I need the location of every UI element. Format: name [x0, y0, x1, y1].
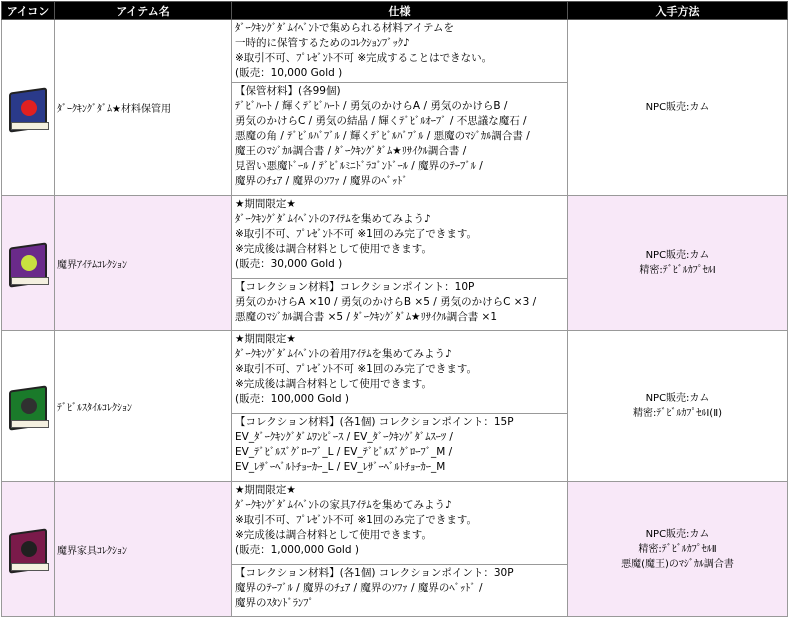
spec-line: 悪魔のﾏｼﾞｶﾙ調合書 ×5 / ﾀﾞｰｸｷﾝｸﾞﾀﾞﾑ★ﾘｻｲｸﾙ調合書 ×1 — [235, 311, 498, 323]
acquire-line: 精密:ﾃﾞﾋﾞﾙｶﾌﾟｾﾙⅡ — [638, 543, 717, 555]
spec-line: EV_ﾃﾞﾋﾞﾙｽﾞｸﾞﾛｰﾌﾞ_L / EV_ﾃﾞﾋﾞﾙｽﾞｸﾞﾛｰﾌﾞ_M / — [235, 446, 453, 458]
spec-line: ﾃﾞﾋﾞﾊｰﾄ / 輝くﾃﾞﾋﾞﾊｰﾄ / 勇気のかけらA / 勇気のかけらB / — [235, 100, 508, 112]
spec-line: 【保管材料】(各99個) — [235, 85, 341, 97]
acquire-method — [568, 196, 788, 331]
spec-line: 勇気のかけらA ×10 / 勇気のかけらB ×5 / 勇気のかけらC ×3 / — [235, 296, 537, 308]
ring-book-icon — [5, 382, 51, 430]
spec-line: ﾀﾞｰｸｷﾝｸﾞﾀﾞﾑｲﾍﾞﾝﾄで集められる材料アイテムを — [235, 22, 455, 34]
spec-line: 魔界のﾁｪｱ / 魔界のｿﾌｧ / 魔界のﾍﾞｯﾄﾞ — [235, 175, 408, 187]
item-icon-cell — [2, 196, 55, 331]
spec-description — [232, 20, 568, 83]
spec-line: 魔界のｽﾀﾝﾄﾞﾗﾝﾌﾟ — [235, 597, 314, 609]
header-row — [2, 2, 788, 20]
heart-book-icon — [5, 84, 51, 132]
spec-line: 【コレクション材料】(各1個) コレクションポイント：30P — [235, 567, 514, 579]
acquire-method — [568, 20, 788, 196]
table-row — [2, 482, 788, 565]
spec-line: 魔界のﾃｰﾌﾞﾙ / 魔界のﾁｪｱ / 魔界のｿﾌｧ / 魔界のﾍﾞｯﾄﾞ / — [235, 582, 483, 594]
spec-line: ※取引不可、ﾌﾟﾚｾﾞﾝﾄ不可 ※1回のみ完了できます。 — [235, 228, 478, 240]
spec-line: ﾀﾞｰｸｷﾝｸﾞﾀﾞﾑｲﾍﾞﾝﾄのｱｲﾃﾑを集めてみよう♪ — [235, 213, 431, 225]
header-icon: アイコン — [2, 2, 55, 20]
spec-line: (販売：100,000 Gold ) — [235, 393, 349, 405]
header-name: アイテム名 — [55, 2, 232, 20]
acquire-line: 精密:ﾃﾞﾋﾞﾙｶﾌﾟｾﾙⅠ — [639, 265, 716, 276]
spec-line: 見習い悪魔ﾄﾞｰﾙ / ﾃﾞﾋﾞﾙﾐﾆﾄﾞﾗｺﾞﾝﾄﾞｰﾙ / 魔界のﾃｰﾌﾞﾙ / — [235, 160, 483, 172]
spec-line: (販売：30,000 Gold ) — [235, 258, 343, 270]
spec-line: ※完成後は調合材料として使用できます。 — [235, 529, 432, 541]
spec-line: 【コレクション材料】(各1個) コレクションポイント：15P — [235, 416, 514, 428]
orb-book-icon — [5, 239, 51, 287]
spec-line: ※完成後は調合材料として使用できます。 — [235, 243, 432, 255]
spec-line: 【コレクション材料】コレクションポイント：10P — [235, 281, 475, 293]
spec-line: 魔王のﾏｼﾞｶﾙ調合書 / ﾀﾞｰｸｷﾝｸﾞﾀﾞﾑ★ﾘｻｲｸﾙ調合書 / — [235, 145, 467, 157]
spec-description — [232, 482, 568, 565]
spec-materials — [232, 414, 568, 482]
item-icon-cell — [2, 331, 55, 482]
spec-line: ★期間限定★ — [235, 333, 296, 345]
table-row — [2, 196, 788, 279]
acquire-line: NPC販売:カム — [645, 393, 710, 404]
spec-line: (販売：1,000,000 Gold ) — [235, 544, 359, 556]
acquire-method — [568, 482, 788, 617]
item-name: ﾃﾞﾋﾞﾙｽﾀｲﾙｺﾚｸｼｮﾝ — [55, 331, 232, 482]
acquire-line: NPC販売:カム — [645, 250, 710, 261]
header-spec: 仕様 — [232, 2, 568, 20]
item-icon-cell — [2, 482, 55, 617]
spec-line: ★期間限定★ — [235, 198, 296, 210]
spec-line: ※取引不可、ﾌﾟﾚｾﾞﾝﾄ不可 ※完成することはできない。 — [235, 52, 493, 64]
chair-book-icon — [5, 525, 51, 573]
spec-line: ※取引不可、ﾌﾟﾚｾﾞﾝﾄ不可 ※1回のみ完了できます。 — [235, 363, 478, 375]
spec-materials — [232, 279, 568, 331]
header-acquire: 入手方法 — [568, 2, 788, 20]
item-icon-cell — [2, 20, 55, 196]
spec-line: ※取引不可、ﾌﾟﾚｾﾞﾝﾄ不可 ※1回のみ完了できます。 — [235, 514, 478, 526]
spec-line: 一時的に保管するためのｺﾚｸｼｮﾝﾌﾞｯｸ♪ — [235, 37, 410, 49]
spec-line: EV_ﾀﾞｰｸｷﾝｸﾞﾀﾞﾑﾜﾝﾋﾟｰｽ / EV_ﾀﾞｰｸｷﾝｸﾞﾀﾞﾑｽｰﾂ / — [235, 431, 453, 443]
acquire-line: NPC販売:カム — [645, 528, 710, 540]
item-name: 魔界ｱｲﾃﾑｺﾚｸｼｮﾝ — [55, 196, 232, 331]
spec-materials — [232, 565, 568, 617]
spec-line: (販売：10,000 Gold ) — [235, 67, 343, 79]
table-row — [2, 331, 788, 414]
spec-line: ﾀﾞｰｸｷﾝｸﾞﾀﾞﾑｲﾍﾞﾝﾄの家具ｱｲﾃﾑを集めてみよう♪ — [235, 499, 452, 511]
spec-line: EV_ﾚｻﾞｰﾍﾞﾙﾄﾁｮｰｶｰ_L / EV_ﾚｻﾞｰﾍﾞﾙﾄﾁｮｰｶｰ_M — [235, 461, 446, 473]
spec-line: 勇気のかけらC / 勇気の結晶 / 輝くﾃﾞﾋﾞﾙｵｰﾌﾞ / 不思議な魔石 / — [235, 115, 527, 127]
collection-table — [1, 1, 788, 617]
spec-line: ★期間限定★ — [235, 484, 296, 496]
spec-line: ※完成後は調合材料として使用できます。 — [235, 378, 432, 390]
acquire-line: NPC販売:カム — [645, 102, 710, 113]
item-name: 魔界家具ｺﾚｸｼｮﾝ — [55, 482, 232, 617]
spec-description — [232, 196, 568, 279]
spec-materials — [232, 83, 568, 196]
acquire-line: 悪魔(魔王)のﾏｼﾞｶﾙ調合書 — [621, 558, 734, 570]
spec-line: 悪魔の角 / ﾃﾞﾋﾞﾙﾊﾞﾌﾞﾙ / 輝くﾃﾞﾋﾞﾙﾊﾞﾌﾞﾙ / 悪魔のﾏｼﾞｶﾙ調合書 / — [235, 130, 530, 142]
acquire-method — [568, 331, 788, 482]
item-name: ﾀﾞｰｸｷﾝｸﾞﾀﾞﾑ★材料保管用 — [55, 20, 232, 196]
acquire-line: 精密:ﾃﾞﾋﾞﾙｶﾌﾟｾﾙⅠ(Ⅱ) — [632, 408, 723, 419]
spec-line: ﾀﾞｰｸｷﾝｸﾞﾀﾞﾑｲﾍﾞﾝﾄの着用ｱｲﾃﾑを集めてみよう♪ — [235, 348, 452, 360]
spec-description — [232, 331, 568, 414]
table-row — [2, 20, 788, 83]
